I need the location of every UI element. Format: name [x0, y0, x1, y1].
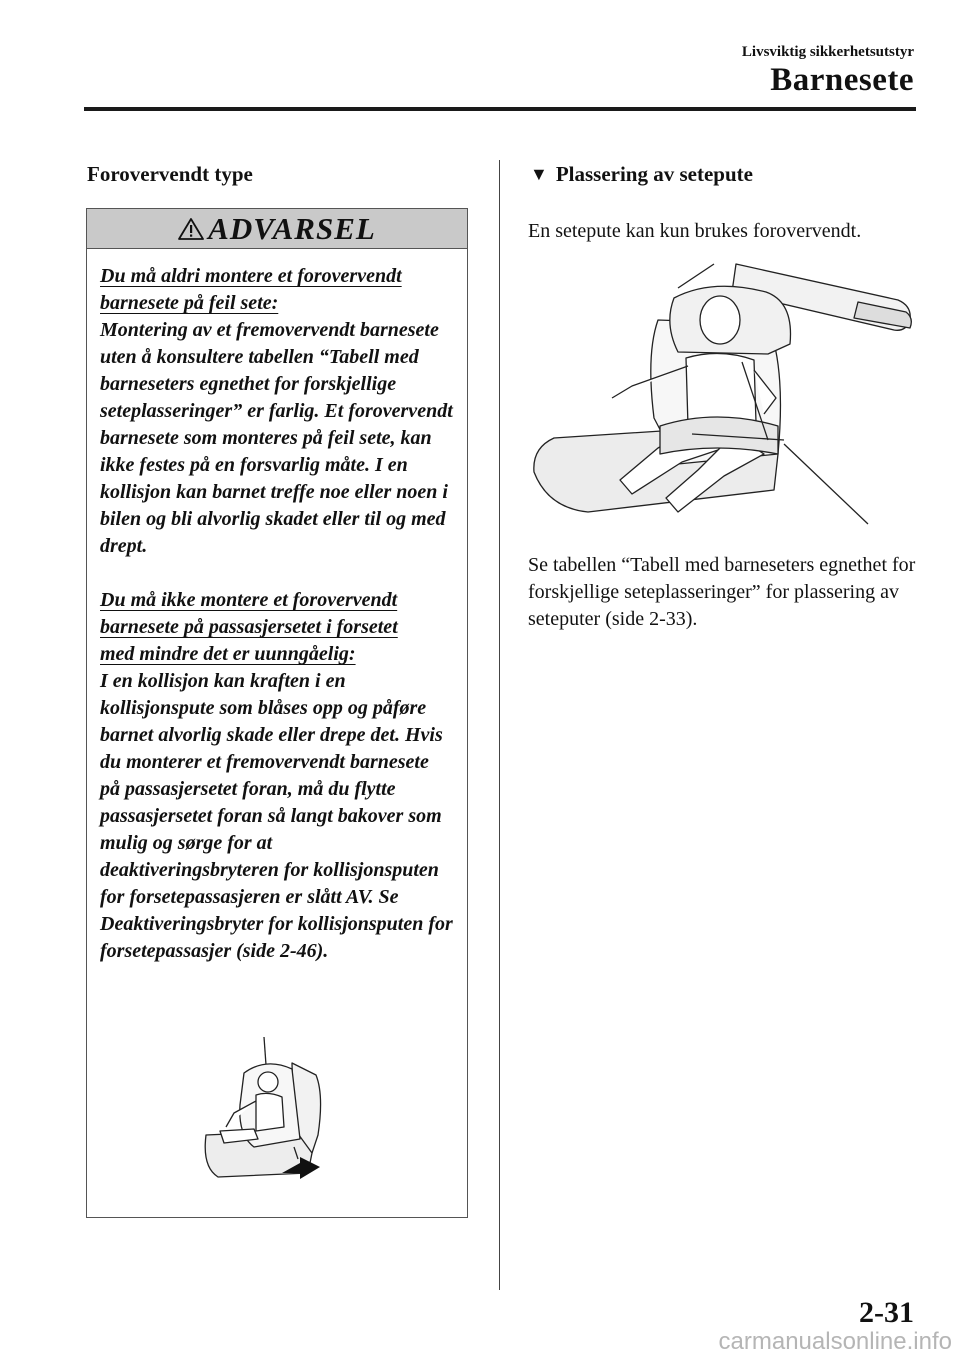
- column-divider: [499, 160, 500, 1290]
- booster-seat-illustration: [528, 258, 914, 540]
- warning-triangle-icon: [178, 217, 204, 241]
- right-heading-text: Plassering av setepute: [555, 162, 753, 186]
- page-number: 2-31: [859, 1296, 914, 1329]
- page-title: Barnesete: [770, 62, 914, 98]
- warning-title-2-line-3: med mindre det er uunngåelig:: [100, 643, 356, 665]
- left-heading: Forovervendt type: [87, 162, 253, 186]
- warning-title-2-line-2: barnesete på passasjersetet i forsetet: [100, 616, 398, 638]
- warning-text-1: Montering av et fremovervendt barnesete uten å konsultere tabellen “Tabell med barneseters egnethet for forskjellige seteplasseringer” er farlig. Et forovervendt barnesete som monteres på feil sete, kan ikke festes på en forsvarlig måte. I en kollisjon kan barnet treffe noe eller noen i bilen og bli alvorlig skadet eller til og med drept.: [100, 319, 453, 557]
- watermark: carmanualsonline.info: [718, 1328, 952, 1355]
- header-section: Livsviktig sikkerhetsutstyr: [741, 44, 914, 60]
- warning-text-2: I en kollisjon kan kraften i en kollisjonspute som blåses opp og påføre barnet alvorlig skade eller drepe det. Hvis du monterer et fremovervendt barnesete på passasjersetet foran, må du flytte passasjersetet foran så langt bakover som mulig og sørge for at deaktiveringsbryteren for kollisjonsputen for forsetepassasjeren er slått AV. Se Deaktiveringsbryter for kollisjonsputen for forsetepassasjer (side 2-46).: [100, 670, 453, 962]
- right-heading: [530, 162, 753, 187]
- warning-title-1-line-2: barnesete på feil sete:: [100, 292, 279, 314]
- warning-header: [87, 209, 467, 249]
- warning-title-2-line-1: Du må ikke montere et forovervendt: [100, 589, 398, 611]
- header-rule: [84, 107, 916, 111]
- warning-body: [87, 249, 467, 965]
- forward-facing-seat-illustration: [196, 1035, 326, 1185]
- warning-label: ADVARSEL: [208, 210, 376, 246]
- right-paragraph-2: Se tabellen “Tabell med barneseters egnethet for forskjellige seteplasseringer” for plassering av seteputer (side 2-33).: [528, 554, 916, 630]
- warning-title-1-line-1: Du må aldri montere et forovervendt: [100, 265, 402, 287]
- triangle-down-icon: ▼: [530, 164, 548, 184]
- right-paragraph-1: En setepute kan kun brukes forovervendt.: [528, 220, 862, 242]
